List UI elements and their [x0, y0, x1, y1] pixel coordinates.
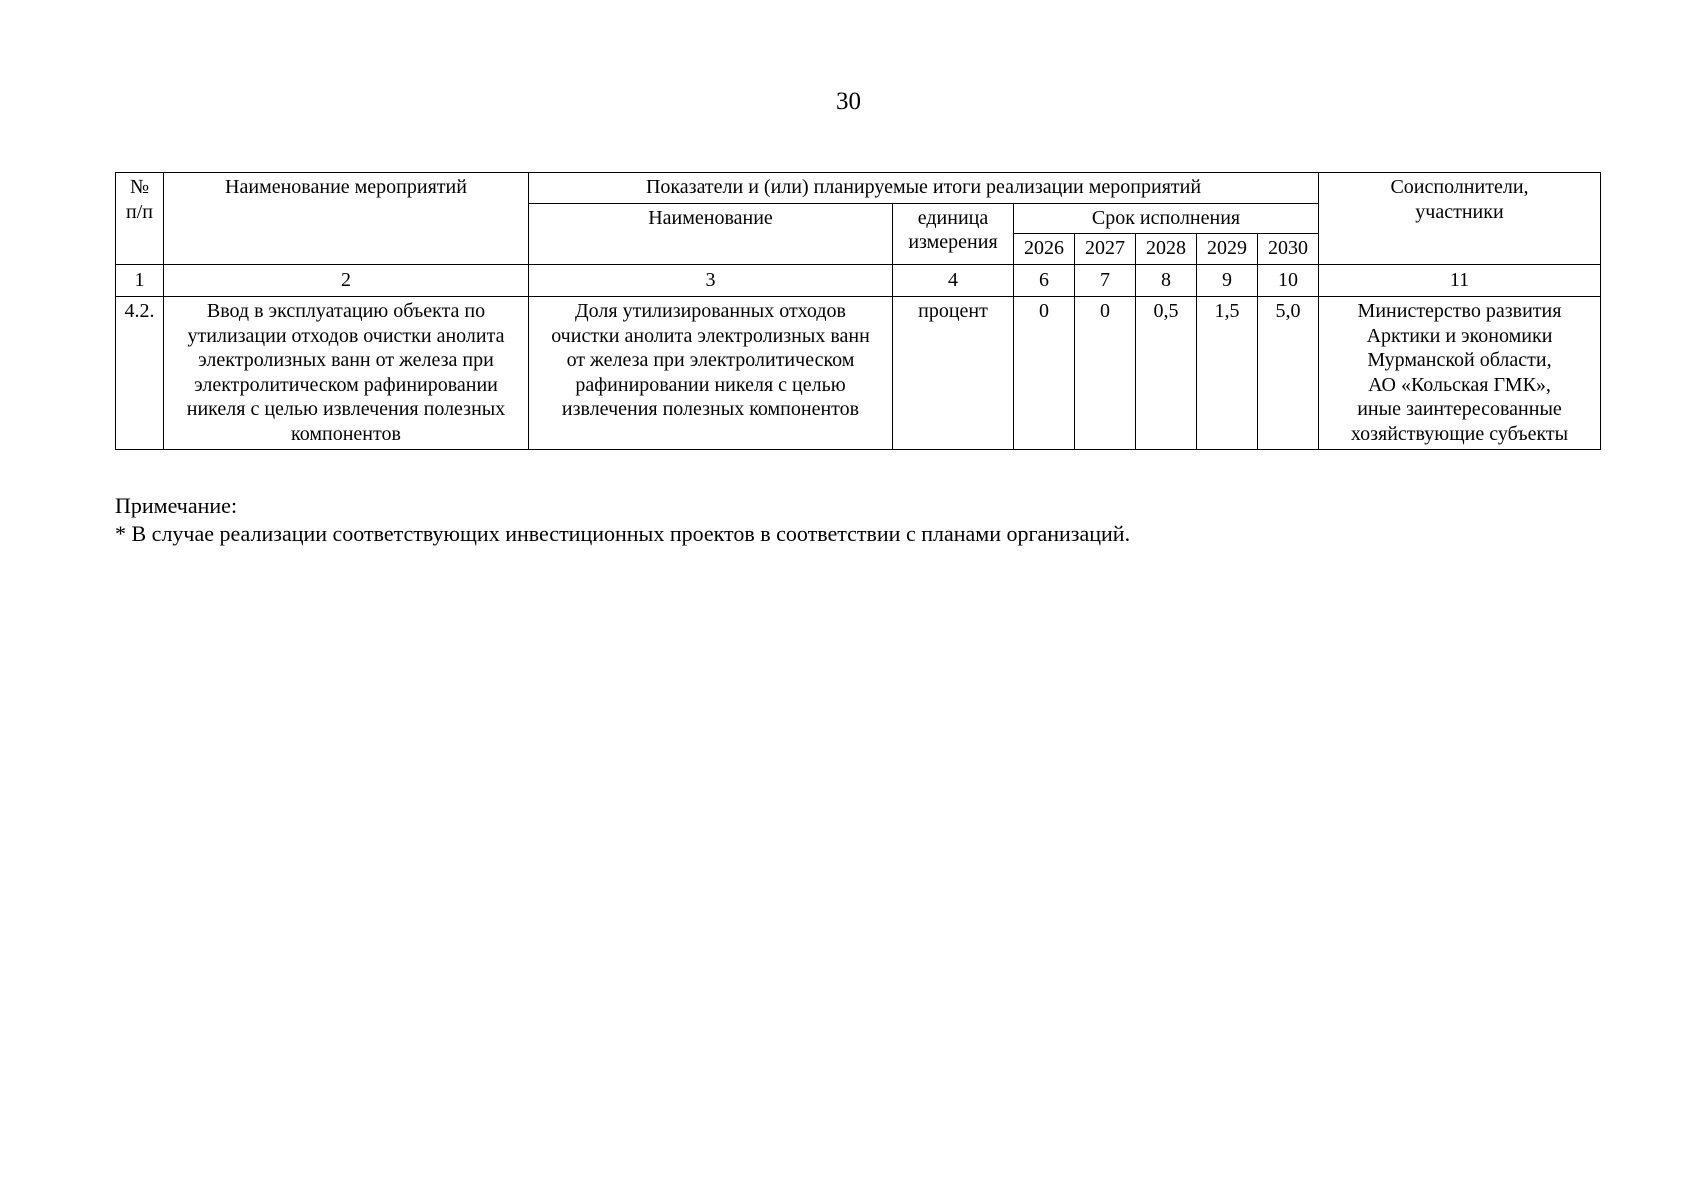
header-year: 2030 — [1258, 234, 1319, 265]
column-number: 4 — [893, 264, 1014, 297]
row-value-2028: 0,5 — [1136, 297, 1197, 450]
column-number: 10 — [1258, 264, 1319, 297]
column-number: 11 — [1319, 264, 1601, 297]
row-event: Ввод в эксплуатацию объекта по утилизации отходов очистки анолита электролизных ванн от железа при электролитическом рафинировании никеля с целью извлечения полезных компонентов — [164, 297, 529, 450]
header-indicators: Показатели и (или) планируемые итоги реализации мероприятий — [529, 173, 1319, 204]
column-number-row — [116, 264, 1601, 297]
column-number: 3 — [529, 264, 893, 297]
header-indicator-name: Наименование — [529, 203, 893, 264]
note-title: Примечание: — [115, 493, 238, 518]
row-value-2027: 0 — [1075, 297, 1136, 450]
header-year: 2026 — [1014, 234, 1075, 265]
column-number: 6 — [1014, 264, 1075, 297]
header-year: 2027 — [1075, 234, 1136, 265]
header-year: 2028 — [1136, 234, 1197, 265]
column-number: 7 — [1075, 264, 1136, 297]
note-text: * В случае реализации соответствующих инвестиционных проектов в соответствии с планами организаций. — [115, 521, 1131, 546]
row-value-2030: 5,0 — [1258, 297, 1319, 450]
note-block — [115, 492, 1130, 548]
header-event-name: Наименование мероприятий — [164, 173, 529, 265]
row-co-executors: Министерство развития Арктики и экономики Мурманской области, АО «Кольская ГМК», иные заинтересованные хозяйствующие субъекты — [1319, 297, 1601, 450]
page-number: 30 — [836, 88, 861, 115]
header-deadline: Срок исполнения — [1014, 203, 1319, 234]
header-year: 2029 — [1197, 234, 1258, 265]
column-number: 1 — [116, 264, 164, 297]
column-number: 8 — [1136, 264, 1197, 297]
row-num: 4.2. — [116, 297, 164, 450]
table-row — [116, 297, 1601, 450]
row-value-2029: 1,5 — [1197, 297, 1258, 450]
plan-table — [115, 172, 1601, 450]
row-value-2026: 0 — [1014, 297, 1075, 450]
header-co-executors: Соисполнители, участники — [1319, 173, 1601, 265]
row-indicator: Доля утилизированных отходов очистки анолита электролизных ванн от железа при электролитическом рафинировании никеля с целью извлечения полезных компонентов — [529, 297, 893, 450]
header-unit: единица измерения — [893, 203, 1014, 264]
row-unit: процент — [893, 297, 1014, 450]
column-number: 2 — [164, 264, 529, 297]
header-num: № п/п — [116, 173, 164, 265]
column-number: 9 — [1197, 264, 1258, 297]
